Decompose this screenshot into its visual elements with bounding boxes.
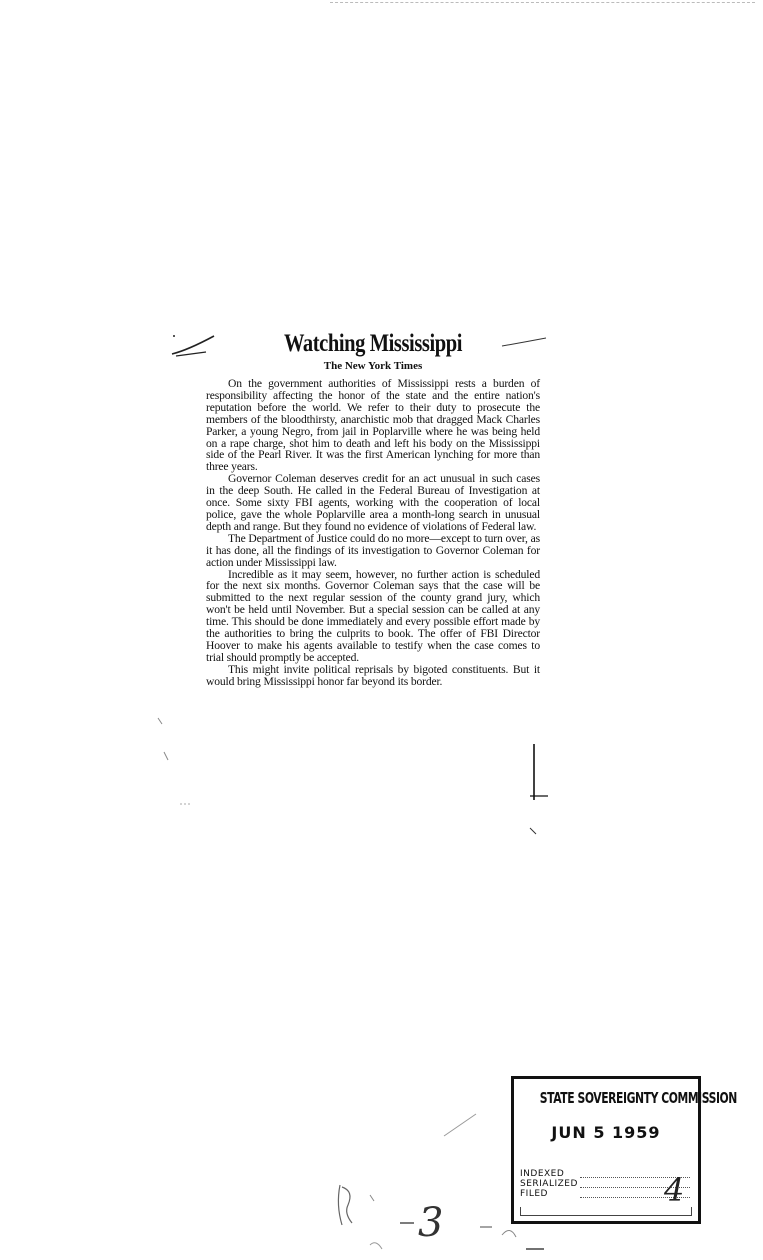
- article-headline: Watching Mississippi: [283, 330, 463, 357]
- margin-bracket-mark: [526, 740, 554, 836]
- margin-tick-marks: [150, 700, 190, 820]
- article-byline: The New York Times: [323, 360, 423, 372]
- article-paragraph: Incredible as it may seem, however, no further action is scheduled for the next six months. Governor Coleman says that the case will be submitted to the next regular session of the county grand jury, which won't be held until November. But a special session can be called at any time. This should be done immediately and every possible effort made by the authorities to bring the culprits to book. The offer of FBI Director Hoover to make his agents available to testify when the case comes to trial should promptly be accepted.: [206, 567, 540, 664]
- top-dashed-rule: [330, 2, 755, 3]
- article-paragraph: The Department of Justice could do no more—except to turn over, as it has done, all the findings of its investigation to Governor Coleman for action under Mississippi law.: [206, 531, 540, 569]
- handwritten-scrawl: [330, 1165, 560, 1260]
- handwritten-page-number: 3: [418, 1200, 444, 1246]
- stamp-row-label: FILED: [520, 1189, 548, 1199]
- article-paragraph: This might invite political reprisals by bigoted constituents. But it would bring Mississippi honor far beyond its border.: [206, 662, 540, 688]
- stamp-row-label: INDEXED: [520, 1169, 565, 1179]
- stamp-date: JUN 5 1959: [551, 1123, 661, 1142]
- stamp-header: STATE SOVEREIGNTY COMMISSION: [539, 1089, 737, 1107]
- newspaper-clipping: [206, 330, 540, 688]
- stamp-row-label: SERIALIZED: [520, 1179, 578, 1189]
- article-paragraph: Governor Coleman deserves credit for an act unusual in such cases in the deep South. He called in the Federal Bureau of Investigation at once. Some sixty FBI agents, working with the cooperation of local police, gave the whole Poplarville area a month-long search in unusual depth and range. But they found no evidence of violations of Federal law.: [206, 472, 540, 533]
- faint-pen-stroke: [440, 1110, 480, 1140]
- article-paragraph: On the government authorities of Mississippi rests a burden of responsibility affecting the honor of the state and the entire nation's reputation before the world. We refer to their duty to prosecute the members of the bloodthirsty, anarchistic mob that dragged Mack Charles Parker, a young Negro, from jail in Poplarville where he was being held on a rape charge, shot him to death and left his body on the Mississippi side of the Pearl River. It was the first American lynching for more than three years.: [206, 377, 540, 474]
- stamp-handwritten-number: 4: [664, 1171, 685, 1209]
- article-body: [206, 378, 540, 688]
